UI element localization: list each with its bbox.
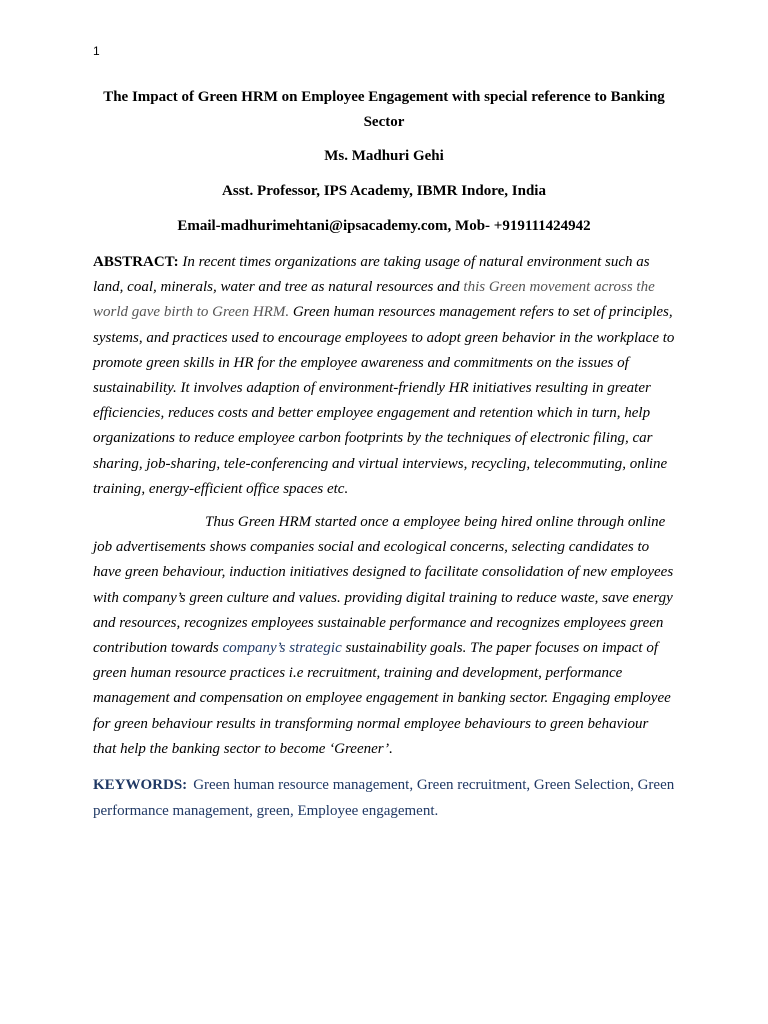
- abstract: [93, 250, 675, 502]
- keywords-label: KEYWORDS:: [93, 777, 188, 793]
- author-name: Ms. Madhuri Gehi: [324, 148, 444, 164]
- page-number: 1: [93, 44, 100, 58]
- author-contact: Email-madhurimehtani@ipsacademy.com, Mob- +919111424942: [177, 218, 591, 234]
- abstract-highlight: this Green movement across the world gave birth to Green HRM.: [93, 279, 655, 321]
- author-affiliation: Asst. Professor, IPS Academy, IBMR Indore, India: [222, 183, 546, 199]
- abstract-text-2: Green human resources management refers to set of principles, systems, and practices used to encourage employees to adopt green behavior in the workplace to promote green skills in HR for the employee awareness and commitments on the issues of sustainability. It involves adaption of environment-friendly HR initiatives resulting in greater efficiencies, reduces costs and better employee engagement and retention which in turn, help organizations to reduce employee carbon footprints by the techniques of electronic filing, car sharing, job-sharing, tele-conferencing and virtual interviews, recycling, telecommuting, online training, energy-efficient office spaces etc.: [93, 304, 675, 497]
- abstract-label: ABSTRACT:: [93, 254, 179, 270]
- keywords-text: Green human resource management, Green recruitment, Green Selection, Green performance management, green, Employee engagement.: [93, 777, 675, 819]
- paper-title: The Impact of Green HRM on Employee Engagement with special reference to Banking Sector: [103, 89, 665, 130]
- abstract-text-1: In recent times organizations are taking usage of natural environment such as land, coal, minerals, water and tree as natural resources and: [93, 254, 650, 296]
- abstract-paragraph-2: [93, 510, 675, 762]
- paragraph-2-text-1: Thus Green HRM started once a employee being hired online through online job advertisements shows companies social and ecological concerns, selecting candidates to have green behaviour, induction initiatives designed to facilitate consolidation of new employees with company’s green culture and values. providing digital training to reduce waste, save energy and resources, recognizes employees sustainable performance and recognizes employees green contribution towards: [93, 514, 674, 657]
- paragraph-2-text-2: sustainability goals. The paper focuses on impact of green human resource practices i.e recruitment, training and development, performance management and compensation on employee engagement in banking sector. Engaging employee for green behaviour results in transforming normal employee behaviours to green behaviour that help the banking sector to become ‘Greener’.: [93, 640, 671, 757]
- keywords: [93, 772, 675, 824]
- paragraph-2-highlight: company’s strategic: [222, 640, 342, 657]
